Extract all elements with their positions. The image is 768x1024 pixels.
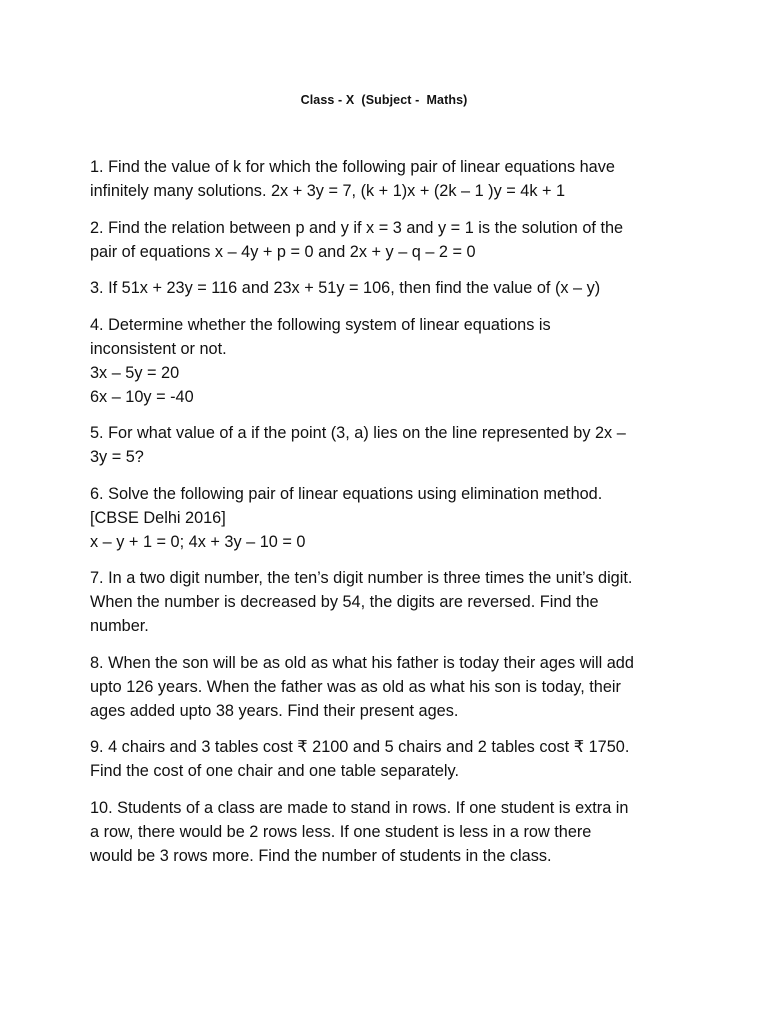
question-text-line: ages added upto 38 years. Find their present ages. bbox=[90, 701, 459, 720]
question-item bbox=[90, 651, 690, 723]
question-item bbox=[90, 421, 690, 469]
question-text-line: 8. When the son will be as old as what his father is today their ages will add bbox=[90, 653, 634, 672]
page-title: Class - X (Subject - Maths) bbox=[300, 93, 468, 107]
question-text-line: 9. 4 chairs and 3 tables cost ₹ 2100 and 5 chairs and 2 tables cost ₹ 1750. bbox=[90, 738, 630, 756]
question-text-line: When the number is decreased by 54, the digits are reversed. Find the bbox=[90, 593, 599, 611]
question-item bbox=[90, 735, 690, 783]
question-text-line: pair of equations x – 4y + p = 0 and 2x + y – q – 2 = 0 bbox=[90, 242, 476, 261]
question-item bbox=[90, 482, 690, 554]
question-item bbox=[90, 155, 690, 203]
question-text-line: number. bbox=[90, 617, 149, 635]
question-text-line: 3. If 51x + 23y = 116 and 23x + 51y = 106, then find the value of (x – y) bbox=[90, 279, 601, 297]
question-text-line: infinitely many solutions. 2x + 3y = 7, (k + 1)x + (2k – 1 )y = 4k + 1 bbox=[90, 182, 566, 200]
question-text-line: 6. Solve the following pair of linear equations using elimination method. bbox=[90, 484, 603, 503]
question-item bbox=[90, 566, 690, 638]
question-item bbox=[90, 796, 690, 868]
question-text-line: would be 3 rows more. Find the number of students in the class. bbox=[90, 846, 552, 865]
question-text-line: 1. Find the value of k for which the following pair of linear equations have bbox=[90, 158, 615, 176]
question-item bbox=[90, 216, 690, 264]
question-text-line: inconsistent or not. bbox=[90, 339, 227, 358]
question-item bbox=[90, 313, 690, 409]
question-text-line: upto 126 years. When the father was as old as what his son is today, their bbox=[90, 677, 621, 696]
question-text-line: 5. For what value of a if the point (3, a) lies on the line represented by 2x – bbox=[90, 424, 626, 442]
question-text-line: 4. Determine whether the following system of linear equations is bbox=[90, 315, 551, 334]
question-text-line: Find the cost of one chair and one table separately. bbox=[90, 762, 459, 780]
question-list bbox=[90, 155, 690, 880]
question-text-line: 2. Find the relation between p and y if x = 3 and y = 1 is the solution of the bbox=[90, 218, 624, 237]
question-text-line: 10. Students of a class are made to stand in rows. If one student is extra in bbox=[90, 798, 629, 817]
question-text-line: [CBSE Delhi 2016] bbox=[90, 508, 226, 527]
question-text-line: 3y = 5? bbox=[90, 448, 144, 466]
question-text-line: x – y + 1 = 0; 4x + 3y – 10 = 0 bbox=[90, 532, 306, 551]
question-text-line: 6x – 10y = -40 bbox=[90, 387, 194, 406]
question-text-line: a row, there would be 2 rows less. If one student is less in a row there bbox=[90, 822, 592, 841]
question-item bbox=[90, 276, 690, 300]
question-text-line: 7. In a two digit number, the ten’s digit number is three times the unit’s digit. bbox=[90, 569, 633, 587]
question-text-line: 3x – 5y = 20 bbox=[90, 363, 180, 382]
